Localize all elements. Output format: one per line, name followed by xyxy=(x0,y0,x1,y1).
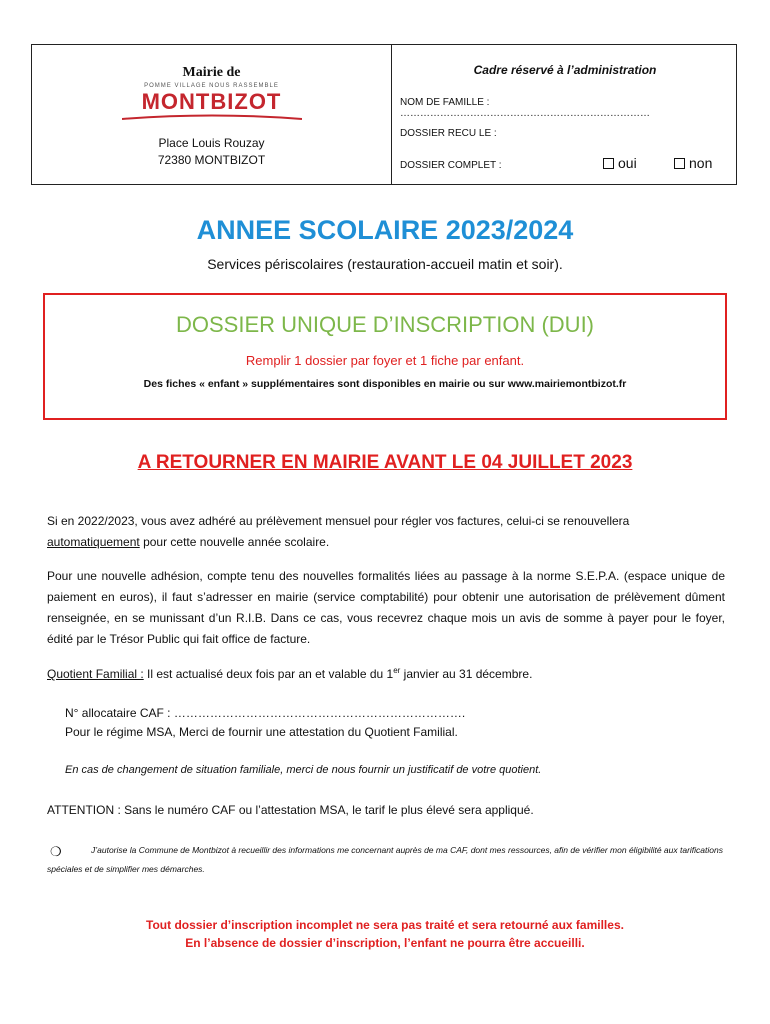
caf-number-field[interactable]: N° allocataire CAF : ………………………………………………………………. xyxy=(65,706,466,720)
dui-heading: DOSSIER UNIQUE D’INSCRIPTION (DUI) xyxy=(175,312,595,337)
logo-mairie-text: Mairie de xyxy=(182,65,241,80)
autorisation-text xyxy=(47,841,725,879)
checkbox-icon xyxy=(603,158,614,169)
nom-famille-field[interactable]: NOM DE FAMILLE : ………………………………………………………………… xyxy=(400,97,650,119)
logo-swoosh-icon xyxy=(122,114,302,120)
dossier-complet-label: DOSSIER COMPLET : xyxy=(400,160,502,171)
checkbox-icon xyxy=(674,158,685,169)
page-subtitle: Services périscolaires (restauration-accueil matin et soir). xyxy=(207,256,563,272)
paragraph-sepa: Pour une nouvelle adhésion, compte tenu des nouvelles formalités liées au passage à la norme S.E.P.A. (espace unique de paiement en euros), il faut s’adresser en mairie (service comptabilité) pour obtenir une autorisation de prélèvement dûment renseignée, en se munissant d’un R.I.B. Dans ce cas, vous recevrez chaque mois un avis de somme à payer pour le foyer, édité par le Trésor Public qui fait office de facture. xyxy=(47,569,725,646)
autorisation-label: J’autorise la Commune de Montbizot à recueillir des informations me concernant auprès de ma CAF, dont mes ressources, afin de vérifier mon éligibilité aux tarifications spéciales et de simplifier mes démarches. xyxy=(47,845,723,874)
logo-montbizot: MONTBIZOT xyxy=(141,89,282,114)
attention-text: ATTENTION : Sans le numéro CAF ou l’attestation MSA, le tarif le plus élevé sera appliqué. xyxy=(47,803,534,817)
checkbox-oui[interactable] xyxy=(603,155,637,171)
paragraph-prelevement xyxy=(47,511,725,553)
qf-label: Quotient Familial : xyxy=(47,667,144,681)
page-title: ANNEE SCOLAIRE 2023/2024 xyxy=(196,215,574,245)
p1-text-a: Si en 2022/2023, vous avez adhéré au prélèvement mensuel pour régler vos factures, celui-ci se renouvellera xyxy=(47,514,630,528)
dossier-recu-field[interactable]: DOSSIER RECU LE : xyxy=(400,128,497,139)
address-city: 72380 MONTBIZOT xyxy=(157,153,266,167)
qf-text-a: Il est actualisé deux fois par an et valable du 1 xyxy=(143,667,394,681)
qf-sup: er xyxy=(393,666,401,675)
header-table xyxy=(31,44,737,185)
checkbox-non[interactable] xyxy=(674,155,712,171)
admin-box-title: Cadre réservé à l’administration xyxy=(473,63,657,77)
return-deadline: A RETOURNER EN MAIRIE AVANT LE 04 JUILLET 2023 xyxy=(137,452,633,473)
checkbox-circle-icon[interactable]: ❍ xyxy=(50,844,62,859)
dui-note: Des fiches « enfant » supplémentaires sont disponibles en mairie ou sur www.mairiemontbizot.fr xyxy=(143,378,627,390)
address-street: Place Louis Rouzay xyxy=(158,136,265,150)
msa-text: Pour le régime MSA, Merci de fournir une attestation du Quotient Familial. xyxy=(65,725,458,739)
non-label: non xyxy=(689,155,713,171)
final-warning-2: En l’absence de dossier d’inscription, l’enfant ne pourra être accueilli. xyxy=(185,936,585,950)
final-warning-1: Tout dossier d’inscription incomplet ne sera pas traité et sera retourné aux familles. xyxy=(146,918,624,932)
qf-text-b: janvier au 31 décembre. xyxy=(400,667,533,681)
p1-automatiquement: automatiquement xyxy=(47,535,140,549)
logo-tagline: POMME VILLAGE NOUS RASSEMBLE xyxy=(144,83,279,89)
oui-label: oui xyxy=(618,155,637,171)
paragraph-quotient xyxy=(47,660,725,685)
p1-text-c: pour cette nouvelle année scolaire. xyxy=(139,535,330,549)
dui-instruction: Remplir 1 dossier par foyer et 1 fiche par enfant. xyxy=(245,353,525,368)
changement-text: En cas de changement de situation familiale, merci de nous fournir un justificatif de votre quotient. xyxy=(65,764,542,776)
